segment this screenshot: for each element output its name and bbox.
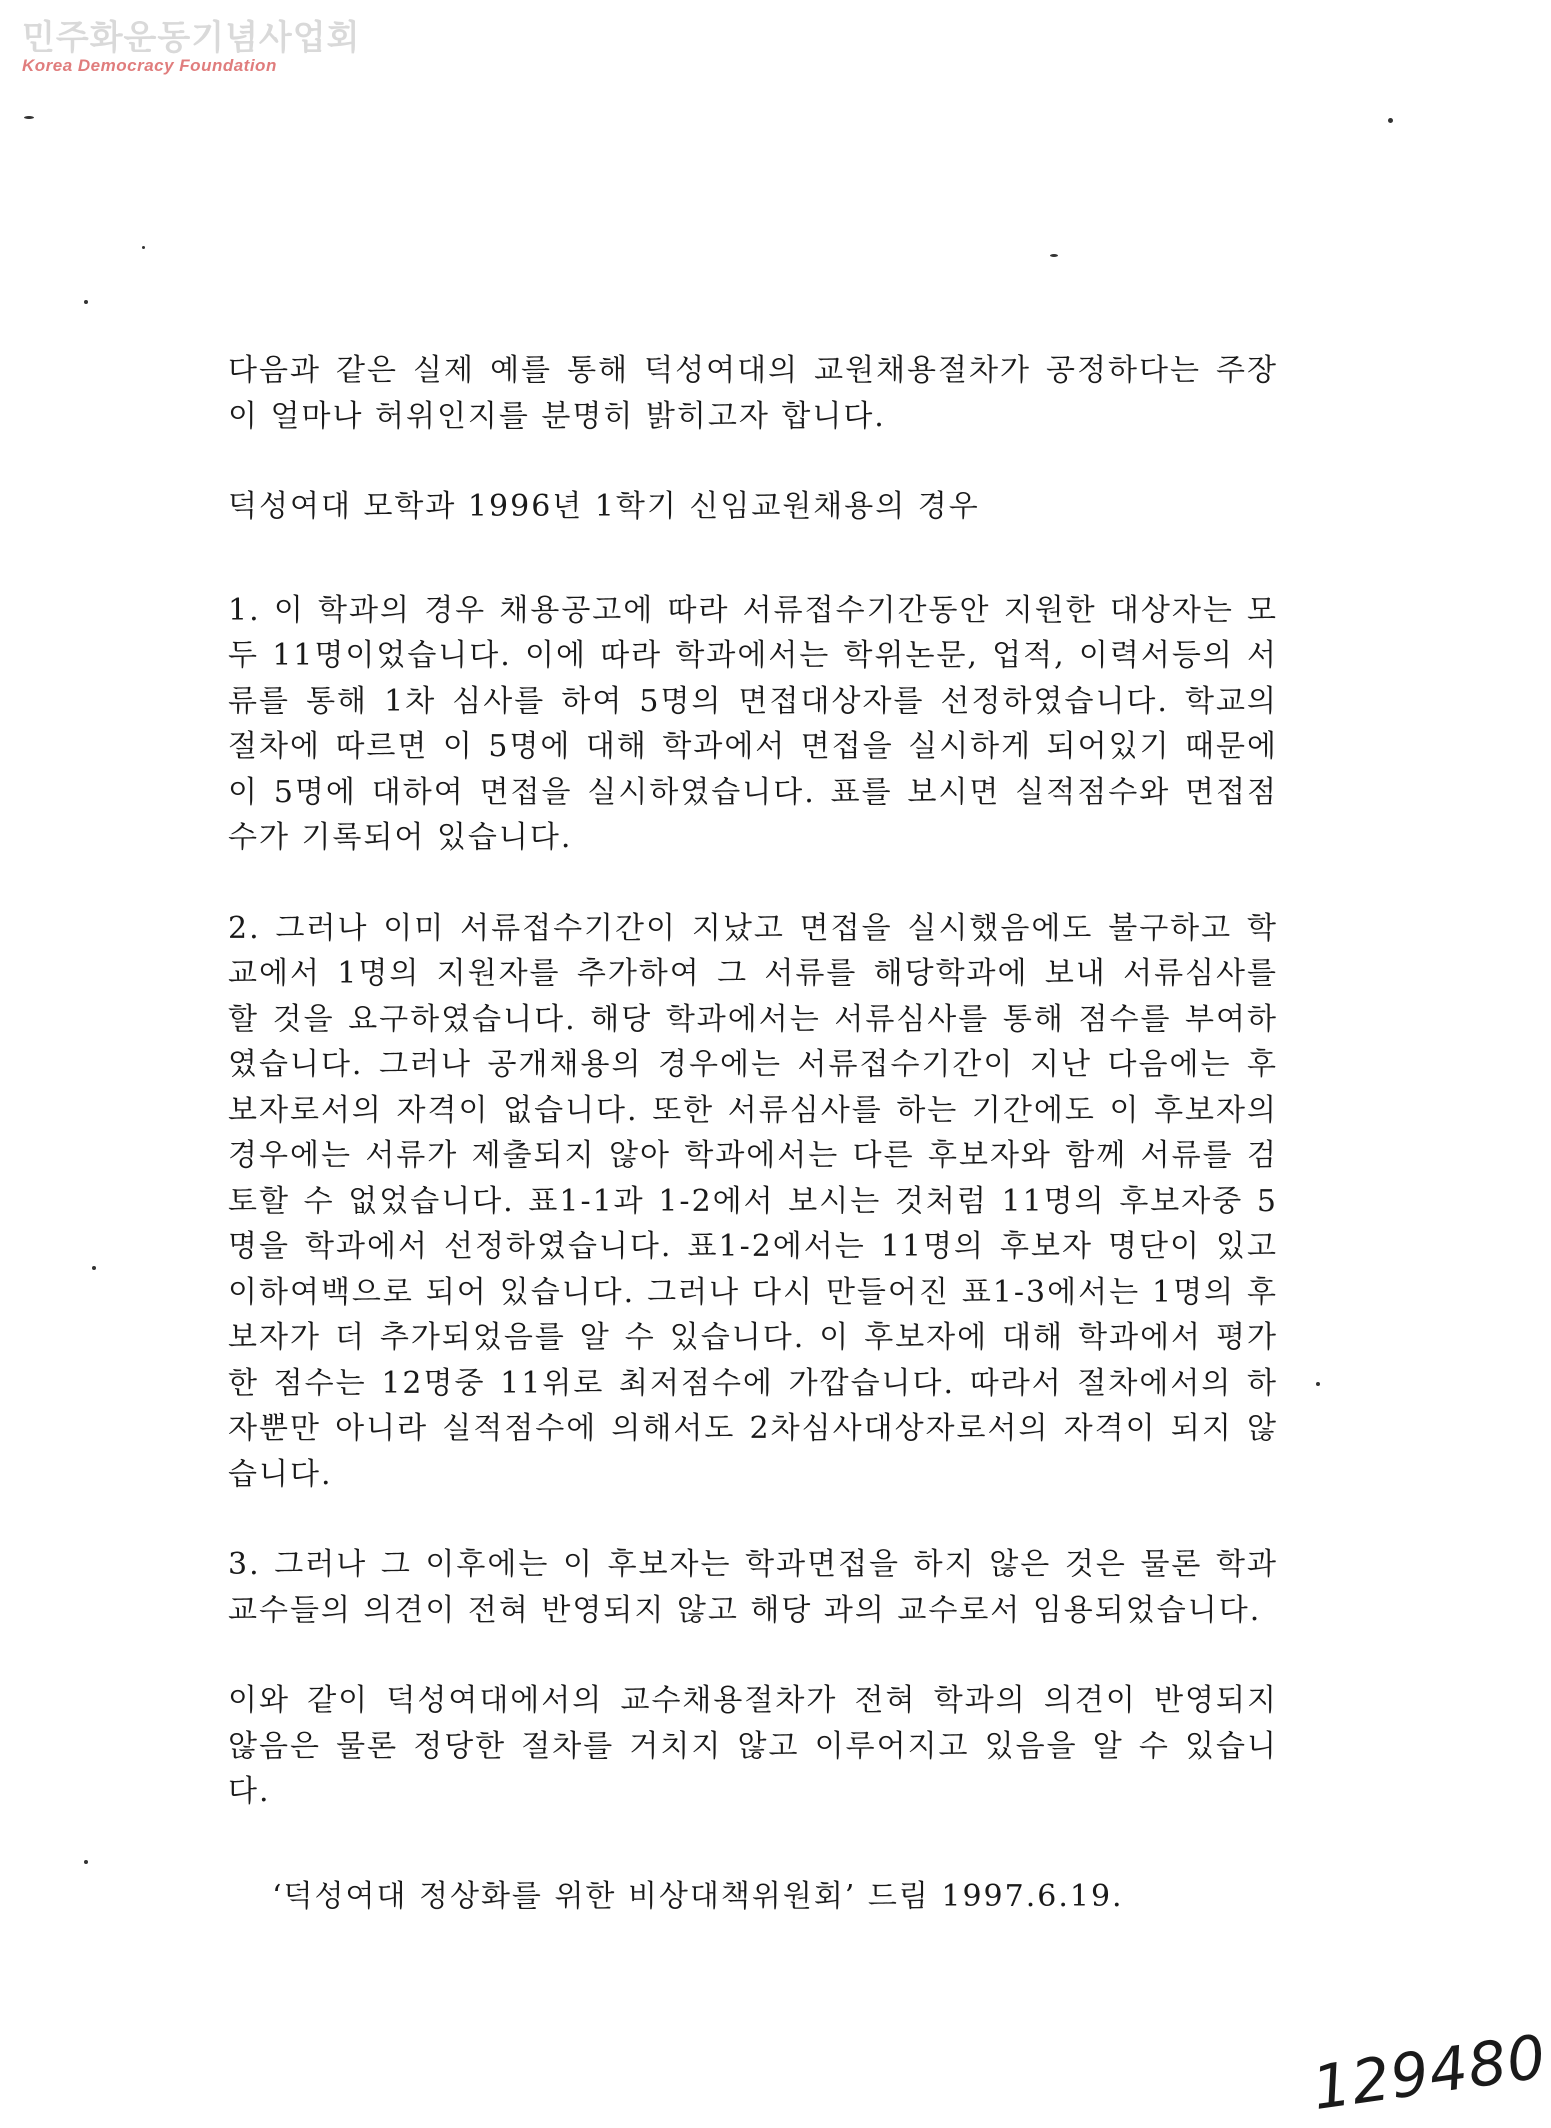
intro-paragraph: 다음과 같은 실제 예를 통해 덕성여대의 교원채용절차가 공정하다는 주장이 얼마나 허위인지를 분명히 밝히고자 합니다. (228, 353, 1278, 434)
watermark-english: Korea Democracy Foundation (22, 56, 277, 76)
signature-line: ‘덕성여대 정상화를 위한 비상대책위원회’ 드림 1997.6.19. (272, 1879, 1124, 1914)
conclusion-paragraph: 이와 같이 덕성여대에서의 교수채용절차가 전혀 학과의 의견이 반영되지 않음은 물론 정당한 절차를 거치지 않고 이루어지고 있음을 알 수 있습니다. (228, 1683, 1278, 1809)
scan-speck (84, 1860, 88, 1864)
archive-number: 129480 (1308, 2021, 1551, 2125)
scan-speck (142, 246, 145, 249)
point-1-paragraph: 1. 이 학과의 경우 채용공고에 따라 서류접수기간동안 지원한 대상자는 모두 11명이었습니다. 이에 따라 학과에서는 학위논문, 업적, 이력서등의 서류를 통해 1차 심사를 하여 5명의 면접대상자를 선정하였습니다. 학교의 절차에 따르면 이 5명에 대해 학과에서 면접을 실시하게 되어있기 때문에 이 5명에 대하여 면접을 실시하였습니다. 표를 보시면 실적점수와 면접점수가 기록되어 있습니다. (228, 592, 1278, 855)
scan-speck (24, 116, 34, 119)
scan-speck (1316, 1382, 1320, 1386)
watermark (22, 20, 360, 76)
scan-speck (84, 300, 88, 304)
point-2-paragraph: 2. 그러나 이미 서류접수기간이 지났고 면접을 실시했음에도 불구하고 학교에서 1명의 지원자를 추가하여 그 서류를 해당학과에 보내 서류심사를 할 것을 요구하였습니다. 해당 학과에서는 서류심사를 통해 점수를 부여하였습니다. 그러나 공개채용의 경우에는 서류접수기간이 지난 다음에는 후보자로서의 자격이 없습니다. 또한 서류심사를 하는 기간에도 이 후보자의 경우에는 서류가 제출되지 않아 학과에서는 다른 후보자와 함께 서류를 검토할 수 없었습니다. 표1-1과 1-2에서 보시는 것처럼 11명의 후보자중 5명을 학과에서 선정하였습니다. 표1-2에서는 11명의 후보자 명단이 있고 이하여백으로 되어 있습니다. 그러나 다시 만들어진 표1-3에서는 1명의 후보자가 더 추가되었음를 알 수 있습니다. 이 후보자에 대해 학과에서 평가한 점수는 12명중 11위로 최저점수에 가깝습니다. 따라서 절차에서의 하자뿐만 아니라 실적점수에 의해서도 2차심사대상자로서의 자격이 되지 않습니다. (228, 910, 1278, 1492)
scan-speck (1050, 254, 1058, 257)
point-3-paragraph: 3. 그러나 그 이후에는 이 후보자는 학과면접을 하지 않은 것은 물론 학과교수들의 의견이 전혀 반영되지 않고 해당 과의 교수로서 임용되었습니다. (228, 1547, 1278, 1628)
scan-speck (1388, 118, 1393, 123)
watermark-korean: 민주화운동기념사업회 (22, 18, 361, 58)
document-body (228, 348, 1278, 1860)
case-heading: 덕성여대 모학과 1996년 1학기 신임교원채용의 경우 (228, 489, 980, 524)
scan-speck (92, 1266, 96, 1270)
